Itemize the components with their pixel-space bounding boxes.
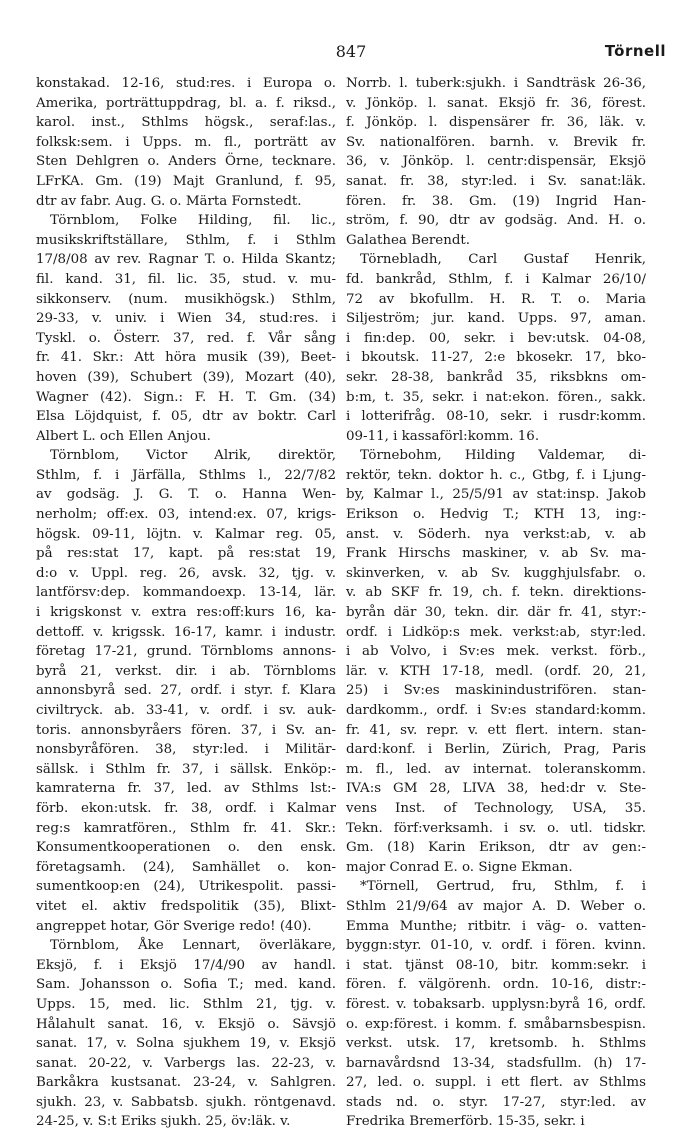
text-line: fil. kand. 31, fil. lic. 35, stud. v. mu- xyxy=(36,271,336,287)
text-line: nonsbyråfören. 38, styr:led. i Militär- xyxy=(36,742,336,758)
text-line: ordf. i Lidköp:s mek. verkst:ab, styr:led. xyxy=(346,624,646,640)
text-line: karol. inst., Sthlms högsk., seraf:las., xyxy=(36,115,336,131)
text-line: Sv. nationalfören. barnh. v. Brevik fr. xyxy=(346,134,646,150)
text-line: major Conrad E. o. Signe Ekman. xyxy=(346,859,573,875)
text-line: 09-11, i kassaförl:komm. 16. xyxy=(346,428,540,444)
text-line: Konsumentkooperationen o. den ensk. xyxy=(36,840,336,856)
text-line: Norrb. l. tuberk:sjukh. i Sandträsk 26-36, xyxy=(346,76,646,91)
text-line: dettoff. v. krigssk. 16-17, kamr. i industr. xyxy=(36,624,336,640)
text-line: nerholm; off:ex. 03, intend:ex. 07, krigs- xyxy=(36,507,336,523)
text-line: annonsbyrå sed. 27, ordf. i styr. f. Klara xyxy=(36,683,336,699)
text-line: Eksjö, f. i Eksjö 17/4/90 av handl. xyxy=(36,957,336,973)
text-line: Sthlm, f. i Järfälla, Sthlms l., 22/7/82 xyxy=(36,467,336,483)
text-line: fr. 41. Skr.: Att höra musik (39), Beet- xyxy=(36,350,336,366)
text-line: företagsamh. (24), Samhället o. kon- xyxy=(36,859,336,875)
text-line: vitet el. aktiv fredspolitik (35), Blixt- xyxy=(36,898,336,914)
text-line: hoven (39), Schubert (39), Mozart (40), xyxy=(36,369,336,385)
text-line: Barkåkra kustsanat. 23-24, v. Sahlgren. xyxy=(36,1075,336,1091)
text-line: verkst. utsk. 17, kretsomb. h. Sthlms xyxy=(346,1036,646,1052)
text-line: 24-25, v. S:t Eriks sjukh. 25, öv:läk. v. xyxy=(36,1114,291,1130)
text-line: av godsäg. J. G. T. o. Hanna Wen- xyxy=(36,487,336,503)
text-line: civiltryck. ab. 33-41, v. ordf. i sv. auk- xyxy=(36,703,336,718)
text-line: 36, v. Jönköp. l. centr:dispensär, Eksjö xyxy=(346,154,646,170)
page-header xyxy=(36,42,666,66)
text-line: reg:s kamratfören., Sthlm fr. 41. Skr.: xyxy=(36,820,336,836)
text-line: förb. ekon:utsk. fr. 38, ordf. i Kalmar xyxy=(36,800,336,816)
text-line: o. exp:förest. i komm. f. småbarnsbespisn. xyxy=(346,1016,646,1032)
text-line: Elsa Löjdquist, f. 05, dtr av boktr. Carl xyxy=(36,409,336,425)
text-line: toris. annonsbyråers fören. 37, i Sv. an- xyxy=(36,722,336,738)
text-line: högsk. 09-11, löjtn. v. Kalmar reg. 05, xyxy=(36,526,336,542)
text-line: sanat. 17, v. Solna sjukhem 19, v. Eksjö xyxy=(36,1036,336,1052)
text-line: Frank Hirschs maskiner, v. ab Sv. ma- xyxy=(346,546,646,562)
text-line: byrån där 30, tekn. dir. där fr. 41, styr:- xyxy=(346,605,646,621)
text-line: Törnblom, Åke Lennart, överläkare, xyxy=(50,938,336,954)
text-line: vens Inst. of Technology, USA, 35. xyxy=(346,800,646,816)
text-line: d:o v. Uppl. reg. 26, avsk. 32, tjg. v. xyxy=(36,565,336,581)
text-line: musikskriftställare, Sthlm, f. i Sthlm xyxy=(36,232,336,248)
text-line: fd. bankråd, Sthlm, f. i Kalmar 26/10/ xyxy=(346,271,646,287)
text-line: i krigskonst v. extra res:off:kurs 16, ka- xyxy=(36,605,336,621)
text-line: i ab Volvo, i Sv:es mek. verkst. förb., xyxy=(346,644,646,660)
text-line: Hålahult sanat. 16, v. Eksjö o. Sävsjö xyxy=(36,1016,336,1032)
text-line: i stat. tjänst 08-10, bitr. komm:sekr. i xyxy=(346,957,646,973)
text-line: sällsk. i Sthlm fr. 37, i sällsk. Enköp:- xyxy=(36,761,336,777)
text-line: byggn:styr. 01-10, v. ordf. i fören. kvinn. xyxy=(346,938,646,954)
text-line: byrå 21, verkst. dir. i ab. Törnbloms xyxy=(36,663,336,679)
text-line: fören. fr. 38. Gm. (19) Ingrid Han- xyxy=(346,193,646,209)
text-line: Sten Dehlgren o. Anders Örne, tecknare. xyxy=(36,154,336,170)
text-line: stads nd. o. styr. 17-27, styr:led. av xyxy=(346,1094,646,1110)
text-line: fr. 41, sv. repr. v. ett flert. intern. stan- xyxy=(346,722,646,738)
text-line: kamraterna fr. 37, led. av Sthlms lst:- xyxy=(36,781,336,797)
text-line: Sam. Johansson o. Sofia T.; med. kand. xyxy=(36,977,336,993)
text-line: förest. v. tobaksarb. upplysn:byrå 16, ordf. xyxy=(346,996,646,1012)
text-line: Sthlm 21/9/64 av major A. D. Weber o. xyxy=(346,898,646,914)
text-line: lär. v. KTH 17-18, medl. (ordf. 20, 21, xyxy=(346,663,646,679)
text-line: *Törnell, Gertrud, fru, Sthlm, f. i xyxy=(360,879,646,895)
text-line: by, Kalmar l., 25/5/91 av stat:insp. Jakob xyxy=(346,487,646,503)
text-line: i lotterifråg. 08-10, sekr. i rusdr:komm. xyxy=(346,409,646,425)
text-line: Emma Munthe; ritbitr. i väg- o. vatten- xyxy=(346,918,646,934)
text-line: sjukh. 23, v. Sabbatsb. sjukh. röntgenavd. xyxy=(36,1094,336,1110)
text-line: Tyskl. o. Österr. 37, red. f. Vår sång xyxy=(36,330,336,346)
text-line: v. ab SKF fr. 19, ch. f. tekn. direktions- xyxy=(346,585,646,601)
text-line: 27, led. o. suppl. i ett flert. av Sthlms xyxy=(346,1075,646,1091)
text-line: Törnebohm, Hilding Valdemar, di- xyxy=(360,448,646,464)
text-line: Wagner (42). Sign.: F. H. T. Gm. (34) xyxy=(36,389,336,405)
text-line: Erikson o. Hedvig T.; KTH 13, ing:- xyxy=(346,507,646,523)
text-line: Gm. (18) Karin Erikson, dtr av gen:- xyxy=(346,840,646,856)
text-line: fören. f. välgörenh. ordn. 10-16, distr:- xyxy=(346,977,646,993)
text-line: rektör, tekn. doktor h. c., Gtbg, f. i Ljung- xyxy=(346,467,646,483)
text-line: angreppet hotar, Gör Sverige redo! (40). xyxy=(36,918,312,934)
text-line: m. fl., led. av internat. toleranskomm. xyxy=(346,761,646,777)
text-line: företag 17-21, grund. Törnbloms annons- xyxy=(36,644,336,660)
page-number: 847 xyxy=(335,42,367,61)
text-line: 17/8/08 av rev. Ragnar T. o. Hilda Skantz; xyxy=(36,252,336,268)
text-line: sanat. 20-22, v. Varbergs las. 22-23, v. xyxy=(36,1055,336,1071)
text-line: 29-33, v. univ. i Wien 34, stud:res. i xyxy=(36,311,336,327)
text-line: Galathea Berendt. xyxy=(346,232,471,248)
text-line: IVA:s GM 28, LIVA 38, hed:dr v. Ste- xyxy=(346,781,646,797)
text-line: skinverken, v. ab Sv. kugghjulsfabr. o. xyxy=(346,565,646,581)
text-line: LFrKA. Gm. (19) Majt Granlund, f. 95, xyxy=(36,173,336,189)
text-line: v. Jönköp. l. sanat. Eksjö fr. 36, förest. xyxy=(346,95,646,111)
left-column xyxy=(36,74,336,1132)
text-line: konstakad. 12-16, stud:res. i Europa o. xyxy=(36,76,336,91)
text-line: f. Jönköp. l. dispensärer fr. 36, läk. v. xyxy=(346,115,646,131)
text-line: Upps. 15, med. lic. Sthlm 21, tjg. v. xyxy=(36,996,336,1012)
text-line: folksk:sem. i Upps. m. fl., porträtt av xyxy=(36,134,336,150)
text-line: Törnblom, Victor Alrik, direktör, xyxy=(50,448,336,464)
text-line: sumentkoop:en (24), Utrikespolit. passi- xyxy=(36,879,336,895)
text-line: sekr. 28-38, bankråd 35, riksbkns om- xyxy=(346,369,646,385)
text-line: i bkoutsk. 11-27, 2:e bkosekr. 17, bko- xyxy=(346,350,646,366)
text-line: Törnebladh, Carl Gustaf Henrik, xyxy=(360,252,646,268)
text-line: sikkonserv. (num. musikhögsk.) Sthlm, xyxy=(36,291,336,307)
text-line: ström, f. 90, dtr av godsäg. And. H. o. xyxy=(346,213,646,229)
text-line: i fin:dep. 00, sekr. i bev:utsk. 04-08, xyxy=(346,330,646,346)
text-line: dtr av fabr. Aug. G. o. Märta Fornstedt. xyxy=(36,193,302,209)
text-line: 25) i Sv:es maskinindustrifören. stan- xyxy=(346,683,646,699)
text-line: b:m, t. 35, sekr. i nat:ekon. fören., sakk. xyxy=(346,389,646,405)
running-head: Törnell xyxy=(604,42,666,60)
text-line: 72 av bkofullm. H. R. T. o. Maria xyxy=(346,291,646,307)
text-line: dardkomm., ordf. i Sv:es standard:komm. xyxy=(346,703,646,718)
text-line: Fredrika Bremerförb. 15-35, sekr. i xyxy=(346,1114,585,1130)
text-line: anst. v. Söderh. nya verkst:ab, v. ab xyxy=(346,526,646,542)
text-line: Tekn. förf:verksamh. i sv. o. utl. tidskr. xyxy=(346,820,646,836)
text-line: Amerika, porträttuppdrag, bl. a. f. riksd., xyxy=(36,95,336,111)
text-line: på res:stat 17, kapt. på res:stat 19, xyxy=(36,546,336,562)
text-line: Siljeström; jur. kand. Upps. 97, aman. xyxy=(346,311,646,327)
text-line: dard:konf. i Berlin, Zürich, Prag, Paris xyxy=(346,742,646,758)
right-column xyxy=(346,74,646,1132)
text-line: Albert L. och Ellen Anjou. xyxy=(36,428,211,444)
text-line: sanat. fr. 38, styr:led. i Sv. sanat:läk. xyxy=(346,173,646,189)
text-line: Törnblom, Folke Hilding, fil. lic., xyxy=(50,213,336,229)
text-line: lantförsv:dep. kommandoexp. 13-14, lär. xyxy=(36,585,336,601)
text-line: barnavårdsnd 13-34, stadsfullm. (h) 17- xyxy=(346,1055,646,1071)
